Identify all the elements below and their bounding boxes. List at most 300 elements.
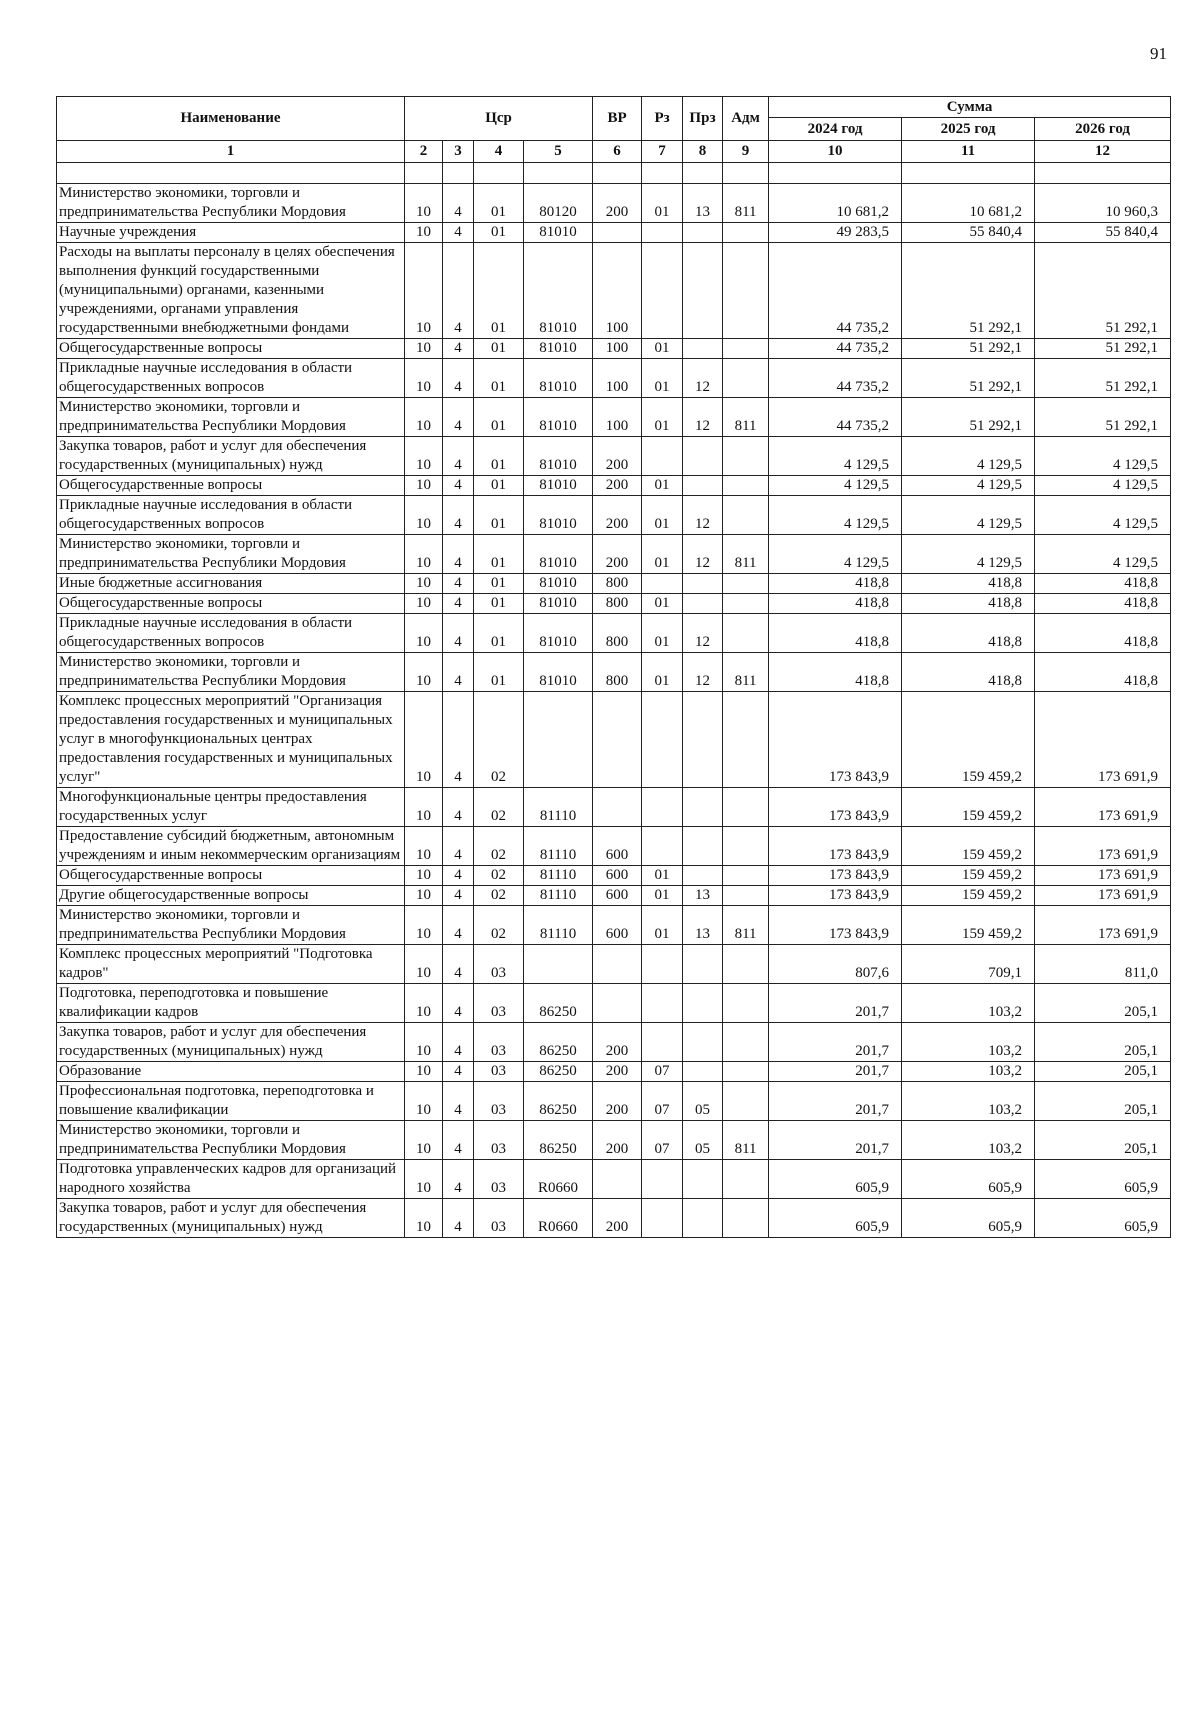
vr-code bbox=[593, 984, 642, 1023]
row-name: Прикладные научные исследования в области общегосударственных вопросов bbox=[57, 496, 405, 535]
sum-2025: 10 681,2 bbox=[902, 184, 1035, 223]
csr-complex: 03 bbox=[474, 1121, 524, 1160]
rz-code: 01 bbox=[642, 535, 683, 574]
column-number: 8 bbox=[683, 141, 723, 163]
table-row bbox=[57, 535, 1171, 574]
row-name: Другие общегосударственные вопросы bbox=[57, 886, 405, 906]
table-row bbox=[57, 437, 1171, 476]
adm-code bbox=[723, 827, 769, 866]
csr-type: 4 bbox=[443, 437, 474, 476]
prz-code: 12 bbox=[683, 653, 723, 692]
header-year-2025: 2025 год bbox=[902, 118, 1035, 141]
csr-complex: 03 bbox=[474, 984, 524, 1023]
row-name: Многофункциональные центры предоставления государственных услуг bbox=[57, 788, 405, 827]
csr-type: 4 bbox=[443, 574, 474, 594]
csr-complex: 03 bbox=[474, 1062, 524, 1082]
csr-type: 4 bbox=[443, 339, 474, 359]
table-row bbox=[57, 243, 1171, 339]
table-row bbox=[57, 1062, 1171, 1082]
table-row bbox=[57, 1160, 1171, 1199]
csr-direction: 81110 bbox=[524, 886, 593, 906]
sum-2026: 173 691,9 bbox=[1035, 866, 1171, 886]
adm-code bbox=[723, 614, 769, 653]
rz-code bbox=[642, 223, 683, 243]
csr-direction: 81110 bbox=[524, 827, 593, 866]
prz-code: 13 bbox=[683, 906, 723, 945]
column-number: 4 bbox=[474, 141, 524, 163]
sum-2025: 605,9 bbox=[902, 1160, 1035, 1199]
csr-program: 10 bbox=[405, 1121, 443, 1160]
adm-code bbox=[723, 339, 769, 359]
csr-direction: R0660 bbox=[524, 1199, 593, 1238]
rz-code bbox=[642, 788, 683, 827]
prz-code: 12 bbox=[683, 614, 723, 653]
column-number: 1 bbox=[57, 141, 405, 163]
csr-direction: 81010 bbox=[524, 496, 593, 535]
budget-table bbox=[56, 96, 1171, 1238]
header-name: Наименование bbox=[57, 97, 405, 141]
sum-2024: 4 129,5 bbox=[769, 476, 902, 496]
csr-type: 4 bbox=[443, 496, 474, 535]
row-name: Комплекс процессных мероприятий "Подготовка кадров" bbox=[57, 945, 405, 984]
vr-code: 200 bbox=[593, 184, 642, 223]
vr-code: 600 bbox=[593, 827, 642, 866]
sum-2025: 159 459,2 bbox=[902, 827, 1035, 866]
csr-complex: 02 bbox=[474, 788, 524, 827]
rz-code: 07 bbox=[642, 1121, 683, 1160]
sum-2026: 51 292,1 bbox=[1035, 339, 1171, 359]
row-name: Подготовка управленческих кадров для организаций народного хозяйства bbox=[57, 1160, 405, 1199]
vr-code: 800 bbox=[593, 574, 642, 594]
sum-2026: 811,0 bbox=[1035, 945, 1171, 984]
sum-2024: 418,8 bbox=[769, 574, 902, 594]
prz-code bbox=[683, 1160, 723, 1199]
csr-direction: 81010 bbox=[524, 339, 593, 359]
prz-code bbox=[683, 692, 723, 788]
vr-code: 200 bbox=[593, 1121, 642, 1160]
sum-2026: 418,8 bbox=[1035, 614, 1171, 653]
prz-code: 05 bbox=[683, 1121, 723, 1160]
header-csr: Цср bbox=[405, 97, 593, 141]
table-row bbox=[57, 1199, 1171, 1238]
adm-code bbox=[723, 945, 769, 984]
column-number: 6 bbox=[593, 141, 642, 163]
sum-2026: 418,8 bbox=[1035, 594, 1171, 614]
vr-code: 200 bbox=[593, 437, 642, 476]
csr-complex: 01 bbox=[474, 535, 524, 574]
csr-type: 4 bbox=[443, 1121, 474, 1160]
prz-code bbox=[683, 827, 723, 866]
csr-direction: 81010 bbox=[524, 359, 593, 398]
sum-2025: 4 129,5 bbox=[902, 437, 1035, 476]
csr-type: 4 bbox=[443, 398, 474, 437]
sum-2026: 605,9 bbox=[1035, 1199, 1171, 1238]
row-name: Подготовка, переподготовка и повышение квалификации кадров bbox=[57, 984, 405, 1023]
vr-code: 200 bbox=[593, 1023, 642, 1062]
table-body bbox=[57, 163, 1171, 1238]
sum-2024: 4 129,5 bbox=[769, 535, 902, 574]
table-row bbox=[57, 614, 1171, 653]
row-name: Министерство экономики, торговли и предпринимательства Республики Мордовия bbox=[57, 398, 405, 437]
csr-direction: 81010 bbox=[524, 223, 593, 243]
table-row bbox=[57, 945, 1171, 984]
sum-2026: 51 292,1 bbox=[1035, 398, 1171, 437]
sum-2025: 103,2 bbox=[902, 1121, 1035, 1160]
sum-2026: 4 129,5 bbox=[1035, 496, 1171, 535]
csr-direction: 86250 bbox=[524, 1082, 593, 1121]
row-name: Закупка товаров, работ и услуг для обеспечения государственных (муниципальных) нужд bbox=[57, 437, 405, 476]
csr-complex: 02 bbox=[474, 906, 524, 945]
adm-code bbox=[723, 359, 769, 398]
adm-code: 811 bbox=[723, 184, 769, 223]
rz-code bbox=[642, 945, 683, 984]
csr-program: 10 bbox=[405, 359, 443, 398]
csr-program: 10 bbox=[405, 906, 443, 945]
csr-direction: 81110 bbox=[524, 866, 593, 886]
sum-2024: 201,7 bbox=[769, 1121, 902, 1160]
sum-2025: 103,2 bbox=[902, 1082, 1035, 1121]
sum-2026: 55 840,4 bbox=[1035, 223, 1171, 243]
csr-complex: 01 bbox=[474, 476, 524, 496]
sum-2025: 103,2 bbox=[902, 984, 1035, 1023]
rz-code: 01 bbox=[642, 866, 683, 886]
sum-2026: 418,8 bbox=[1035, 653, 1171, 692]
table-row bbox=[57, 1023, 1171, 1062]
adm-code bbox=[723, 243, 769, 339]
rz-code bbox=[642, 984, 683, 1023]
sum-2025: 103,2 bbox=[902, 1062, 1035, 1082]
column-number: 7 bbox=[642, 141, 683, 163]
row-name: Закупка товаров, работ и услуг для обеспечения государственных (муниципальных) нужд bbox=[57, 1023, 405, 1062]
csr-program: 10 bbox=[405, 1160, 443, 1199]
csr-complex: 03 bbox=[474, 1160, 524, 1199]
row-name: Министерство экономики, торговли и предпринимательства Республики Мордовия bbox=[57, 906, 405, 945]
row-name: Предоставление субсидий бюджетным, автономным учреждениям и иным некоммерческим организациям bbox=[57, 827, 405, 866]
vr-code: 200 bbox=[593, 535, 642, 574]
row-name: Министерство экономики, торговли и предпринимательства Республики Мордовия bbox=[57, 653, 405, 692]
adm-code: 811 bbox=[723, 1121, 769, 1160]
sum-2026: 173 691,9 bbox=[1035, 906, 1171, 945]
vr-code: 200 bbox=[593, 496, 642, 535]
vr-code: 200 bbox=[593, 1082, 642, 1121]
prz-code bbox=[683, 594, 723, 614]
csr-complex: 01 bbox=[474, 184, 524, 223]
sum-2025: 159 459,2 bbox=[902, 866, 1035, 886]
rz-code: 01 bbox=[642, 886, 683, 906]
rz-code bbox=[642, 243, 683, 339]
adm-code bbox=[723, 1023, 769, 1062]
prz-code: 12 bbox=[683, 359, 723, 398]
sum-2026: 605,9 bbox=[1035, 1160, 1171, 1199]
sum-2025: 51 292,1 bbox=[902, 398, 1035, 437]
sum-2026: 4 129,5 bbox=[1035, 535, 1171, 574]
row-name: Прикладные научные исследования в области общегосударственных вопросов bbox=[57, 359, 405, 398]
csr-program: 10 bbox=[405, 476, 443, 496]
csr-program: 10 bbox=[405, 398, 443, 437]
sum-2024: 418,8 bbox=[769, 653, 902, 692]
table-row bbox=[57, 653, 1171, 692]
vr-code: 600 bbox=[593, 866, 642, 886]
column-number: 3 bbox=[443, 141, 474, 163]
csr-direction: 81110 bbox=[524, 788, 593, 827]
header-adm: Адм bbox=[723, 97, 769, 141]
sum-2024: 4 129,5 bbox=[769, 437, 902, 476]
vr-code bbox=[593, 223, 642, 243]
row-name: Прикладные научные исследования в области общегосударственных вопросов bbox=[57, 614, 405, 653]
adm-code bbox=[723, 594, 769, 614]
row-name: Комплекс процессных мероприятий "Организация предоставления государственных и муниципальных услуг в многофункциональных центрах предоставления государственных и муниципальных услуг" bbox=[57, 692, 405, 788]
csr-direction: 86250 bbox=[524, 1062, 593, 1082]
vr-code: 200 bbox=[593, 1062, 642, 1082]
header-sum: Сумма bbox=[769, 97, 1171, 118]
csr-direction: 81010 bbox=[524, 574, 593, 594]
row-name: Министерство экономики, торговли и предпринимательства Республики Мордовия bbox=[57, 1121, 405, 1160]
rz-code: 01 bbox=[642, 653, 683, 692]
sum-2024: 605,9 bbox=[769, 1160, 902, 1199]
rz-code: 01 bbox=[642, 184, 683, 223]
prz-code bbox=[683, 1023, 723, 1062]
prz-code bbox=[683, 437, 723, 476]
csr-direction: 81010 bbox=[524, 476, 593, 496]
csr-type: 4 bbox=[443, 984, 474, 1023]
sum-2025: 418,8 bbox=[902, 574, 1035, 594]
csr-program: 10 bbox=[405, 866, 443, 886]
table-row bbox=[57, 574, 1171, 594]
sum-2024: 173 843,9 bbox=[769, 906, 902, 945]
csr-program: 10 bbox=[405, 1062, 443, 1082]
table-row bbox=[57, 886, 1171, 906]
csr-complex: 02 bbox=[474, 827, 524, 866]
prz-code bbox=[683, 866, 723, 886]
sum-2026: 205,1 bbox=[1035, 1082, 1171, 1121]
table-row bbox=[57, 476, 1171, 496]
rz-code bbox=[642, 1199, 683, 1238]
csr-direction: 81010 bbox=[524, 437, 593, 476]
adm-code bbox=[723, 1082, 769, 1121]
column-number: 10 bbox=[769, 141, 902, 163]
sum-2026: 173 691,9 bbox=[1035, 788, 1171, 827]
csr-complex: 02 bbox=[474, 692, 524, 788]
adm-code bbox=[723, 223, 769, 243]
table-row bbox=[57, 984, 1171, 1023]
sum-2025: 4 129,5 bbox=[902, 496, 1035, 535]
csr-type: 4 bbox=[443, 1062, 474, 1082]
vr-code: 600 bbox=[593, 886, 642, 906]
adm-code bbox=[723, 886, 769, 906]
spacer-row bbox=[57, 163, 1171, 184]
adm-code bbox=[723, 866, 769, 886]
csr-direction: 81010 bbox=[524, 243, 593, 339]
adm-code bbox=[723, 1160, 769, 1199]
csr-direction: 86250 bbox=[524, 984, 593, 1023]
table-row bbox=[57, 359, 1171, 398]
vr-code: 800 bbox=[593, 614, 642, 653]
rz-code: 01 bbox=[642, 614, 683, 653]
csr-type: 4 bbox=[443, 945, 474, 984]
table-row bbox=[57, 184, 1171, 223]
sum-2024: 173 843,9 bbox=[769, 692, 902, 788]
vr-code: 100 bbox=[593, 359, 642, 398]
rz-code bbox=[642, 437, 683, 476]
prz-code bbox=[683, 223, 723, 243]
sum-2025: 51 292,1 bbox=[902, 339, 1035, 359]
sum-2024: 4 129,5 bbox=[769, 496, 902, 535]
row-name: Министерство экономики, торговли и предпринимательства Республики Мордовия bbox=[57, 535, 405, 574]
rz-code bbox=[642, 1023, 683, 1062]
csr-program: 10 bbox=[405, 594, 443, 614]
csr-type: 4 bbox=[443, 692, 474, 788]
csr-complex: 01 bbox=[474, 223, 524, 243]
row-name: Профессиональная подготовка, переподготовка и повышение квалификации bbox=[57, 1082, 405, 1121]
sum-2025: 159 459,2 bbox=[902, 886, 1035, 906]
prz-code: 12 bbox=[683, 398, 723, 437]
sum-2025: 418,8 bbox=[902, 594, 1035, 614]
adm-code bbox=[723, 788, 769, 827]
rz-code: 07 bbox=[642, 1082, 683, 1121]
table-row bbox=[57, 866, 1171, 886]
adm-code: 811 bbox=[723, 653, 769, 692]
adm-code bbox=[723, 1199, 769, 1238]
prz-code bbox=[683, 243, 723, 339]
table-row bbox=[57, 1121, 1171, 1160]
rz-code: 01 bbox=[642, 398, 683, 437]
csr-direction: 81110 bbox=[524, 906, 593, 945]
sum-2026: 173 691,9 bbox=[1035, 827, 1171, 866]
sum-2024: 605,9 bbox=[769, 1199, 902, 1238]
vr-code: 200 bbox=[593, 1199, 642, 1238]
row-name: Закупка товаров, работ и услуг для обеспечения государственных (муниципальных) нужд bbox=[57, 1199, 405, 1238]
row-name: Расходы на выплаты персоналу в целях обеспечения выполнения функций государственными (муниципальными) органами, казенными учреждениями, органами управления государственными внебюджетными фондами bbox=[57, 243, 405, 339]
prz-code bbox=[683, 1199, 723, 1238]
column-number-row bbox=[57, 141, 1171, 163]
adm-code bbox=[723, 476, 769, 496]
sum-2024: 418,8 bbox=[769, 594, 902, 614]
csr-direction: 81010 bbox=[524, 653, 593, 692]
csr-program: 10 bbox=[405, 886, 443, 906]
table-row bbox=[57, 223, 1171, 243]
sum-2025: 4 129,5 bbox=[902, 535, 1035, 574]
header-year-2026: 2026 год bbox=[1035, 118, 1171, 141]
sum-2025: 418,8 bbox=[902, 653, 1035, 692]
sum-2024: 173 843,9 bbox=[769, 866, 902, 886]
csr-direction: 86250 bbox=[524, 1023, 593, 1062]
csr-complex: 03 bbox=[474, 1023, 524, 1062]
csr-program: 10 bbox=[405, 788, 443, 827]
csr-type: 4 bbox=[443, 535, 474, 574]
rz-code: 01 bbox=[642, 339, 683, 359]
sum-2024: 44 735,2 bbox=[769, 243, 902, 339]
csr-program: 10 bbox=[405, 692, 443, 788]
csr-type: 4 bbox=[443, 827, 474, 866]
csr-program: 10 bbox=[405, 1023, 443, 1062]
table-row bbox=[57, 788, 1171, 827]
sum-2026: 205,1 bbox=[1035, 1062, 1171, 1082]
column-number: 5 bbox=[524, 141, 593, 163]
adm-code: 811 bbox=[723, 398, 769, 437]
adm-code bbox=[723, 1062, 769, 1082]
csr-complex: 01 bbox=[474, 339, 524, 359]
sum-2026: 173 691,9 bbox=[1035, 886, 1171, 906]
vr-code bbox=[593, 1160, 642, 1199]
sum-2024: 44 735,2 bbox=[769, 359, 902, 398]
csr-direction: 81010 bbox=[524, 535, 593, 574]
prz-code: 12 bbox=[683, 496, 723, 535]
table-row bbox=[57, 692, 1171, 788]
row-name: Иные бюджетные ассигнования bbox=[57, 574, 405, 594]
rz-code bbox=[642, 827, 683, 866]
csr-complex: 03 bbox=[474, 1199, 524, 1238]
row-name: Общегосударственные вопросы bbox=[57, 866, 405, 886]
sum-2024: 201,7 bbox=[769, 1062, 902, 1082]
sum-2024: 201,7 bbox=[769, 1082, 902, 1121]
csr-type: 4 bbox=[443, 594, 474, 614]
table-row bbox=[57, 398, 1171, 437]
csr-program: 10 bbox=[405, 437, 443, 476]
csr-program: 10 bbox=[405, 945, 443, 984]
csr-program: 10 bbox=[405, 614, 443, 653]
column-number: 12 bbox=[1035, 141, 1171, 163]
csr-type: 4 bbox=[443, 614, 474, 653]
sum-2024: 44 735,2 bbox=[769, 398, 902, 437]
prz-code bbox=[683, 984, 723, 1023]
adm-code bbox=[723, 437, 769, 476]
sum-2025: 605,9 bbox=[902, 1199, 1035, 1238]
csr-program: 10 bbox=[405, 1199, 443, 1238]
column-number: 2 bbox=[405, 141, 443, 163]
header-rz: Рз bbox=[642, 97, 683, 141]
csr-complex: 01 bbox=[474, 243, 524, 339]
page-number: 91 bbox=[1150, 44, 1167, 63]
vr-code: 800 bbox=[593, 653, 642, 692]
csr-type: 4 bbox=[443, 359, 474, 398]
prz-code: 12 bbox=[683, 535, 723, 574]
rz-code: 01 bbox=[642, 906, 683, 945]
csr-direction bbox=[524, 945, 593, 984]
sum-2025: 51 292,1 bbox=[902, 359, 1035, 398]
sum-2024: 418,8 bbox=[769, 614, 902, 653]
csr-type: 4 bbox=[443, 1160, 474, 1199]
sum-2025: 4 129,5 bbox=[902, 476, 1035, 496]
table-row bbox=[57, 1082, 1171, 1121]
rz-code: 01 bbox=[642, 594, 683, 614]
prz-code bbox=[683, 788, 723, 827]
adm-code: 811 bbox=[723, 535, 769, 574]
rz-code: 01 bbox=[642, 476, 683, 496]
csr-complex: 02 bbox=[474, 886, 524, 906]
sum-2026: 4 129,5 bbox=[1035, 476, 1171, 496]
csr-program: 10 bbox=[405, 574, 443, 594]
header-year-2024: 2024 год bbox=[769, 118, 902, 141]
adm-code bbox=[723, 692, 769, 788]
adm-code: 811 bbox=[723, 906, 769, 945]
sum-2025: 418,8 bbox=[902, 614, 1035, 653]
adm-code bbox=[723, 574, 769, 594]
csr-type: 4 bbox=[443, 1082, 474, 1121]
csr-complex: 01 bbox=[474, 496, 524, 535]
csr-type: 4 bbox=[443, 866, 474, 886]
vr-code: 200 bbox=[593, 476, 642, 496]
row-name: Образование bbox=[57, 1062, 405, 1082]
sum-2026: 205,1 bbox=[1035, 1121, 1171, 1160]
csr-direction: 81010 bbox=[524, 614, 593, 653]
csr-program: 10 bbox=[405, 243, 443, 339]
sum-2024: 173 843,9 bbox=[769, 827, 902, 866]
csr-complex: 01 bbox=[474, 398, 524, 437]
rz-code bbox=[642, 574, 683, 594]
csr-program: 10 bbox=[405, 184, 443, 223]
csr-direction bbox=[524, 692, 593, 788]
sum-2025: 159 459,2 bbox=[902, 788, 1035, 827]
